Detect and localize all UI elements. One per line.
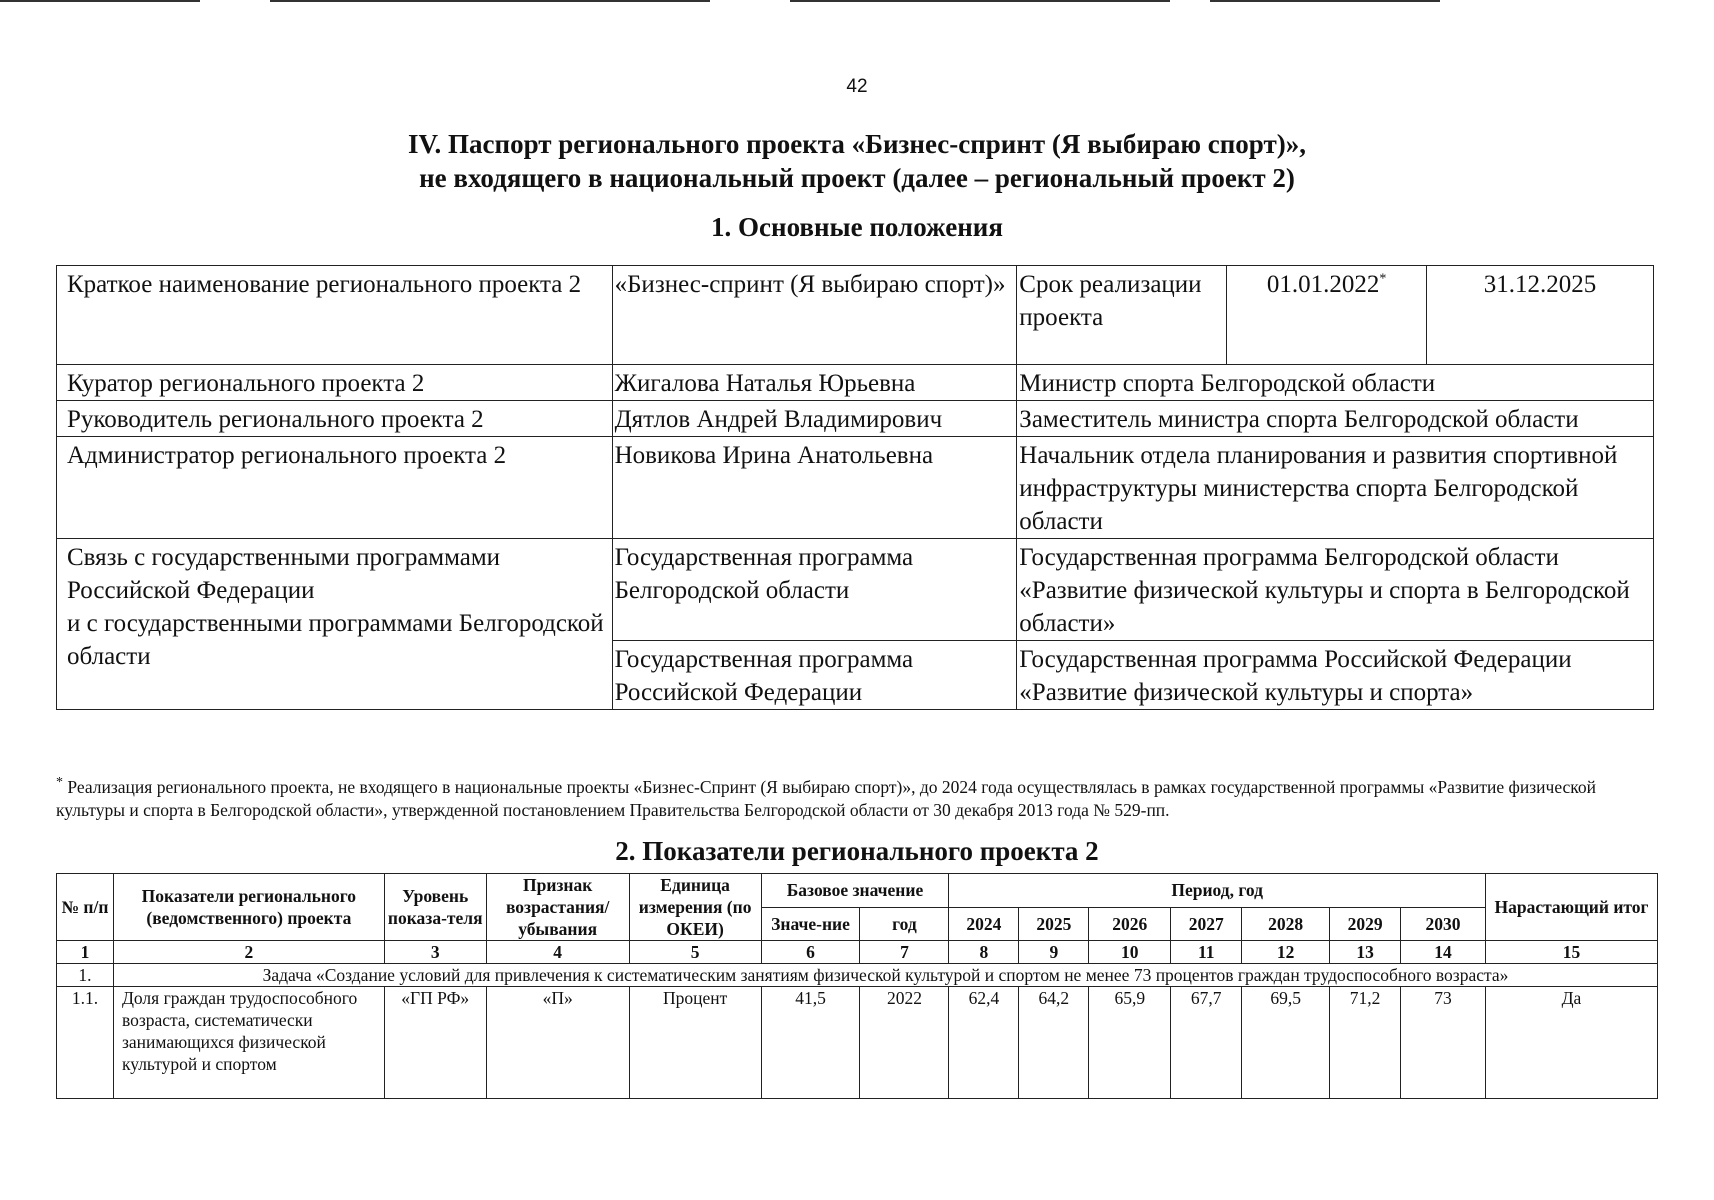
row-level: «ГП РФ» [384, 987, 486, 1099]
row-cumulative: Да [1485, 987, 1657, 1099]
column-number: 13 [1330, 941, 1401, 964]
column-number: 2 [113, 941, 384, 964]
column-number: 11 [1171, 941, 1242, 964]
admin-position: Начальник отдела планирования и развития спортивной инфраструктуры министерства спорта Белгородской области [1017, 437, 1654, 539]
header-base-value: Значе-ние [761, 907, 860, 941]
row-num: 1.1. [57, 987, 114, 1099]
column-number: 15 [1485, 941, 1657, 964]
column-number: 14 [1401, 941, 1486, 964]
footnote-mark: * [1379, 271, 1387, 287]
table-row [57, 401, 1654, 437]
header-level: Уровень показа-теля [384, 874, 486, 941]
column-number: 7 [860, 941, 949, 964]
header-cumulative: Нарастающий итог [1485, 874, 1657, 941]
column-number: 1 [57, 941, 114, 964]
row-value-2025: 64,2 [1019, 987, 1089, 1099]
row-value-2024: 62,4 [949, 987, 1019, 1099]
table-row [57, 987, 1658, 1099]
head-label: Руководитель регионального проекта 2 [57, 401, 613, 437]
start-date-cell [1227, 266, 1427, 365]
row-value-2027: 67,7 [1171, 987, 1242, 1099]
header-year: 2025 [1019, 907, 1089, 941]
column-number: 6 [761, 941, 860, 964]
main-provisions-table [56, 265, 1654, 710]
admin-name: Новикова Ирина Анатольевна [612, 437, 1017, 539]
row-value-2026: 65,9 [1089, 987, 1171, 1099]
scan-artifact-line [1210, 0, 1440, 2]
curator-name: Жигалова Наталья Юрьевна [612, 365, 1017, 401]
task-num: 1. [57, 964, 114, 987]
row-base-value: 41,5 [761, 987, 860, 1099]
footnote-text: Реализация регионального проекта, не входящего в национальные проекты «Бизнес-Спринт (Я выбираю спорт)», до 2024 года осуществлялась в рамках государственной программы «Развитие физической культуры и спорта в Белгородской области», утвержденной постановлением Правительства Белгородской области от 30 декабря 2013 года № 529-пп. [56, 777, 1597, 820]
header-num: № п/п [57, 874, 114, 941]
scan-artifact-line [790, 0, 1170, 2]
program-link-label [57, 539, 613, 710]
program-regional-type: Государственная программа Белгородской области [612, 539, 1017, 641]
program-federal-name: Государственная программа Российской Федерации «Развитие физической культуры и спорта» [1017, 641, 1654, 710]
head-name: Дятлов Андрей Владимирович [612, 401, 1017, 437]
curator-position: Министр спорта Белгородской области [1017, 365, 1654, 401]
task-row [57, 964, 1658, 987]
section-2-heading: 2. Показатели регионального проекта 2 [615, 836, 1099, 866]
short-name-label: Краткое наименование регионального проекта 2 [57, 266, 613, 365]
task-text: Задача «Создание условий для привлечения к систематическим занятиям физической культурой и спортом не менее 73 процентов граждан трудоспособного возраста» [113, 964, 1657, 987]
header-base-year: год [860, 907, 949, 941]
column-number: 4 [486, 941, 629, 964]
program-regional-name: Государственная программа Белгородской области «Развитие физической культуры и спорта в Белгородской области» [1017, 539, 1654, 641]
header-unit: Единица измерения (по ОКЕИ) [629, 874, 761, 941]
program-link-label-line-2: и с государственными программами Белгородской области [67, 610, 604, 670]
column-number: 5 [629, 941, 761, 964]
header-indicator: Показатели регионального (ведомственного) проекта [113, 874, 384, 941]
column-number: 9 [1019, 941, 1089, 964]
section-1-heading: 1. Основные положения [711, 212, 1003, 242]
title-line-1: IV. Паспорт регионального проекта «Бизнес-спринт (Я выбираю спорт)», [408, 129, 1306, 159]
header-year: 2030 [1401, 907, 1486, 941]
row-value-2029: 71,2 [1330, 987, 1401, 1099]
table-header-row [57, 874, 1658, 908]
term-label: Срок реализации проекта [1017, 266, 1227, 365]
table-row [57, 266, 1654, 365]
admin-label: Администратор регионального проекта 2 [57, 437, 613, 539]
scan-artifact-line [0, 0, 200, 2]
program-link-label-line-1: Связь с государственными программами Российской Федерации [67, 544, 501, 604]
column-number: 10 [1089, 941, 1171, 964]
short-name-value: «Бизнес-спринт (Я выбираю спорт)» [612, 266, 1017, 365]
header-year: 2029 [1330, 907, 1401, 941]
page-number: 42 [846, 76, 868, 97]
header-year: 2028 [1242, 907, 1330, 941]
end-date: 31.12.2025 [1427, 266, 1654, 365]
footnote [56, 776, 1666, 822]
table-row [57, 365, 1654, 401]
header-trend: Признак возрастания/ убывания [486, 874, 629, 941]
row-base-year: 2022 [860, 987, 949, 1099]
head-position: Заместитель министра спорта Белгородской области [1017, 401, 1654, 437]
column-number: 3 [384, 941, 486, 964]
header-base: Базовое значение [761, 874, 949, 908]
table-row [57, 437, 1654, 539]
row-unit: Процент [629, 987, 761, 1099]
row-value-2028: 69,5 [1242, 987, 1330, 1099]
header-year: 2027 [1171, 907, 1242, 941]
curator-label: Куратор регионального проекта 2 [57, 365, 613, 401]
row-indicator: Доля граждан трудоспособного возраста, систематически занимающихся физической культурой и спортом [113, 987, 384, 1099]
row-value-2030: 73 [1401, 987, 1486, 1099]
document-title [0, 127, 1714, 195]
column-number: 8 [949, 941, 1019, 964]
row-trend: «П» [486, 987, 629, 1099]
header-year: 2024 [949, 907, 1019, 941]
column-number: 12 [1242, 941, 1330, 964]
column-number-row [57, 941, 1658, 964]
header-period: Период, год [949, 874, 1486, 908]
table-row [57, 539, 1654, 641]
footnote-mark: * [56, 775, 63, 791]
title-line-2: не входящего в национальный проект (далее – региональный проект 2) [419, 163, 1295, 193]
header-year: 2026 [1089, 907, 1171, 941]
scan-artifact-line [270, 0, 710, 2]
program-federal-type: Государственная программа Российской Федерации [612, 641, 1017, 710]
indicators-table [56, 873, 1658, 1099]
start-date: 01.01.2022 [1266, 271, 1380, 298]
